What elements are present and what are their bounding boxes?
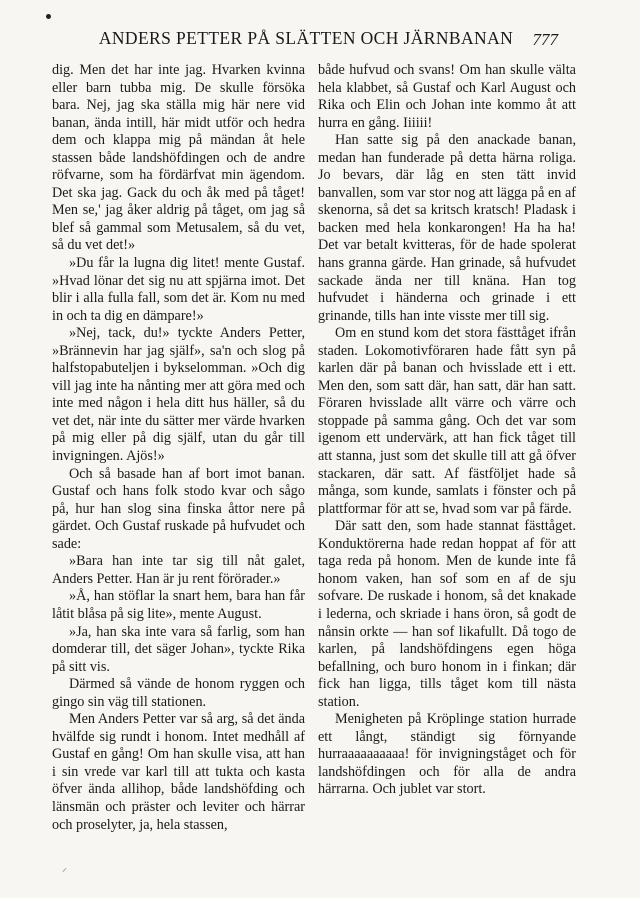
paragraph: Han satte sig på den anackade banan, medan han funderade på detta härna roliga. Jo bevars, där låg en sten tätt invid banvallen, som var stor nog att lägga på en af skenorna, så det sa kritsch kratsch! Pladask i backen med hela konkarongen! Ha ha ha! Det var betalt kvitteras, för de hade spolerat hans granna gärde. Han grinade, så hufvudet sackade ända ner till knäna. Han tog hufvudet i händerna och grinade i ett grinande, tills han inte visste mer till sig. <box>318 132 576 324</box>
ink-dot <box>46 14 51 19</box>
paragraph: Där satt den, som hade stannat fästtåget. Konduktörerna hade redan hoppat af för att taga reda på honom. Men de kunde inte få honom vaken, han sof som en af de sju sofvare. De ruskade i honom, så det knakade i lederna, och skriade i hans öron, så godt de nånsin orkte — han sof likafullt. Då togo de karlen, på landshöfdingens egen höga befallning, och buro honom in i finkan; där fick han ligga, tills tåget kom till nästa station. <box>318 518 576 710</box>
paragraph: Om en stund kom det stora fästtåget ifrån staden. Lokomotivföraren hade fått syn på karlen där på banan och hvisslade ett i ett. Men den, som satt där, han satt, där han satt. Föraren hvisslade allt värre och värre och stoppade på samma gång. Och det var som igenom ett undervärk, att han fick tåget till att stanna, just som det skulle till att gå öfver stackaren, där satt. Af fästföljet hade så många, som kunde, samlats i fönster och på plattformar för att se, hvad som var på färde. <box>318 325 576 517</box>
paragraph: dig. Men det har inte jag. Hvarken kvinna eller barn tubba mig. De skulle försöka bara. Nej, jag ska ställa mig här nere vid banan, ända intill, här midt utför och hedra dem och klappa mig på mändan åt hele stassen både landshöfdingen och de andre röfvarne, som ha fördärfvat min ägendom. Det ska jag. Gack du och åk med på tåget! Men se,' jag åker aldrig på tåget, om jag så blef så gammal som Metusalem, så du vet, så du vet det!» <box>52 62 305 254</box>
paragraph: »Nej, tack, du!» tyckte Anders Petter, »Brännevin har jag själf», sa'n och slog på halfstopabuteljen i bykselomman. »Och dig vill jag inte ha nånting mer att göra med och inte med någon i hela ditt hus häller, så du vet det, när inte du sätter mer värde hvarken på mig eller på dig själf, utan du går till invigningen. Ajös!» <box>52 325 305 465</box>
running-header: ANDERS PETTER PÅ SLÄTTEN OCH JÄRNBANAN <box>98 28 514 48</box>
left-column <box>52 62 305 834</box>
paragraph: Därmed så vände de honom ryggen och gingo sin väg till stationen. <box>52 676 305 710</box>
paragraph: »Ja, han ska inte vara så farlig, som han domderar till, det säger Johan», tyckte Rika på sitt vis. <box>52 623 305 675</box>
paragraph: Men Anders Petter var så arg, så det ända hvälfde sig rundt i honom. Intet medhåll af Gustaf en gång! Om han skulle visa, att han i sin vrede var karl till att tukta och kasta öfver ända allihop, både landshöfding och länsmän och präster och leviter och härrar och proselyter, ja, hela stassen, <box>52 711 305 833</box>
right-column <box>318 62 576 799</box>
paragraph: »Bara han inte tar sig till nåt galet, Anders Petter. Han är ju rent förörader.» <box>52 553 305 587</box>
paragraph: Menigheten på Kröplinge station hurrade ett långt, ständigt sig förnyande hurraaaaaaaaaa! för invigningståget och för landshöfdingen och för alla de andra härrarna. Och jublet var stort. <box>318 711 576 798</box>
paragraph: Och så basade han af bort imot banan. Gustaf och hans folk stodo kvar och sågo på, hur han slog sina finska åttor nere på gärdet. Och Gustaf ruskade på hufvudet och sade: <box>52 465 305 552</box>
page-mark: ⸝ <box>62 863 67 874</box>
paragraph: »Du får la lugna dig litet! mente Gustaf. »Hvad lönar det sig nu att spjärna imot. Det blir i alla fulla fall, som det är. Kom nu med in och ta dig en dämpare!» <box>52 255 305 324</box>
paragraph: »Å, han stöflar la snart hem, bara han får låtit blåsa på sig lite», mente August. <box>52 588 305 622</box>
paragraph: både hufvud och svans! Om han skulle välta hela klabbet, så Gustaf och Karl August och Rika och Elin och Johan inte kommo åt att hurra en gång. Iiiiii! <box>318 62 576 131</box>
page-number: 777 <box>532 30 558 49</box>
